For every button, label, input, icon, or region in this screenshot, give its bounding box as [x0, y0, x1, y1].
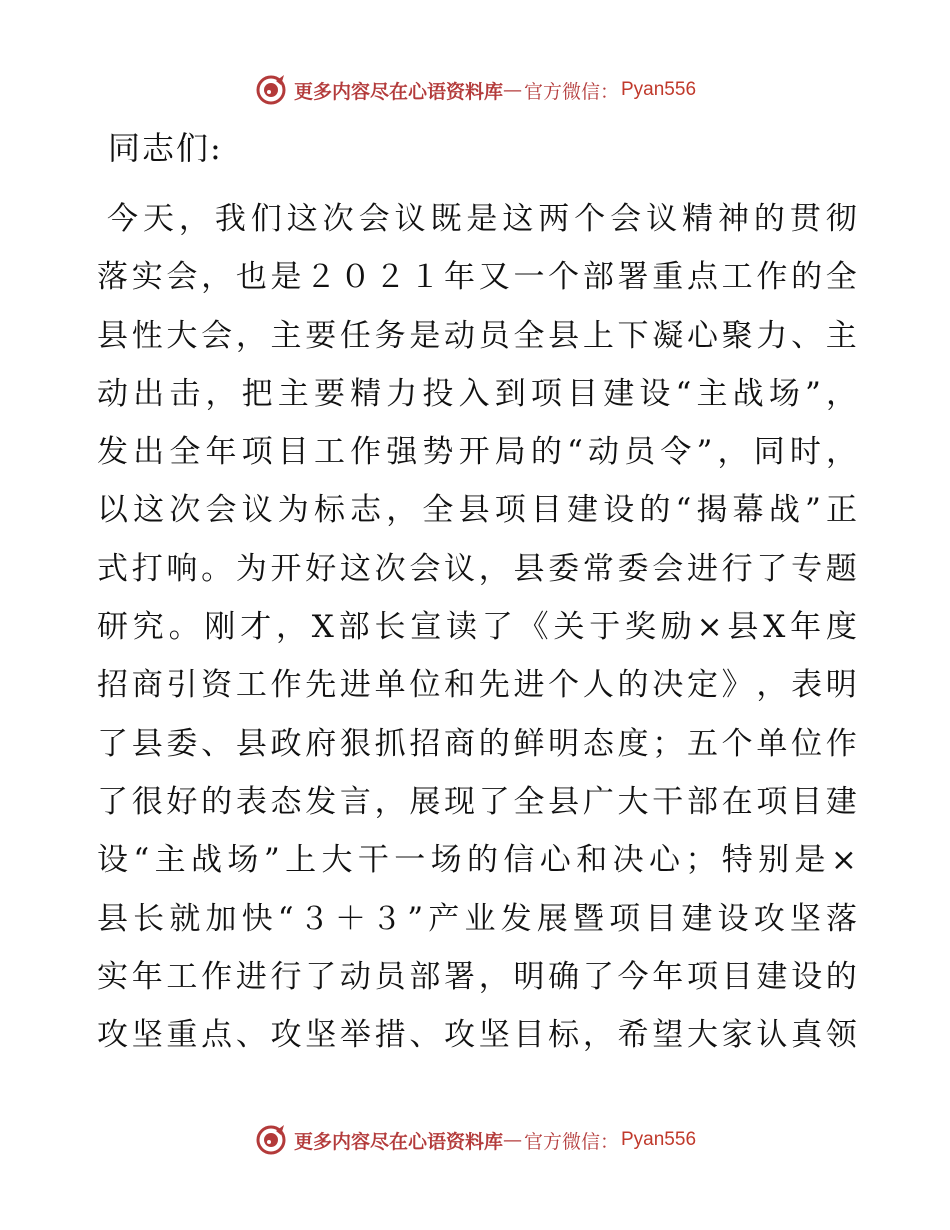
header-watermark	[0, 70, 950, 110]
banner-separator: —	[502, 1129, 522, 1151]
footer-watermark	[0, 1120, 950, 1160]
banner-wechat-label: 官方微信：	[523, 80, 619, 103]
text-line-10: 了 县 委 、 县 政 府 狠 抓 招 商 的 鲜 明 态 度 ； 五 个 单 位 作	[97, 725, 857, 762]
pen-logo-icon	[254, 73, 288, 107]
text-line-3: 县 性 大 会 ， 主 要 任 务 是 动 员 全 县 上 下 凝 心 聚 力 、 主	[97, 317, 857, 354]
banner-wechat-id: Pyan556	[621, 79, 697, 100]
banner-main-text: 更多内容尽在心语资料库	[293, 80, 503, 103]
text-line-9: 招 商 引 资 工 作 先 进 单 位 和 先 进 个 人 的 决 定 》 ， 表 明	[97, 667, 857, 704]
text-line-11: 了 很 好 的 表 态 发 言 ， 展 现 了 全 县 广 大 干 部 在 项 目 建	[97, 783, 857, 820]
text-line-2: 落 实 会 ， 也 是 ２ ０ ２ １ 年 又 一 个 部 署 重 点 工 作 的 全	[97, 259, 857, 296]
text-line-12: 设 “ 主 战 场 ” 上 大 干 一 场 的 信 心 和 决 心 ； 特 别 是 ×	[97, 842, 857, 879]
salutation: 同志们:	[108, 129, 223, 167]
text-line-6: 以 这 次 会 议 为 标 志 ， 全 县 项 目 建 设 的 “ 揭 幕 战 ” 正	[97, 492, 857, 529]
text-line-5: 发 出 全 年 项 目 工 作 强 势 开 局 的 “ 动 员 令 ” ， 同 时 ，	[97, 434, 857, 471]
text-line-8: 研 究 。 刚 才 ， X 部 长 宣 读 了 《 关 于 奖 励 × 县 X 年 度	[97, 609, 857, 646]
banner-wechat-label: 官方微信：	[523, 1130, 619, 1153]
banner-wechat-id: Pyan556	[621, 1129, 697, 1150]
text-line-1: 今 天 ， 我 们 这 次 会 议 既 是 这 两 个 会 议 精 神 的 贯 彻	[107, 201, 857, 237]
text-line-13: 县 长 就 加 快 “ ３ ＋ ３ ” 产 业 发 展 暨 项 目 建 设 攻 坚 落	[97, 900, 857, 937]
pen-logo-icon	[254, 1123, 288, 1157]
text-line-7: 式 打 响 。 为 开 好 这 次 会 议 ， 县 委 常 委 会 进 行 了 专 题	[97, 550, 857, 587]
text-line-15: 攻 坚 重 点 、 攻 坚 举 措 、 攻 坚 目 标 ， 希 望 大 家 认 真 领	[97, 1017, 857, 1054]
body-paragraph	[97, 190, 857, 1064]
banner-separator: —	[502, 79, 522, 101]
text-line-14: 实 年 工 作 进 行 了 动 员 部 署 ， 明 确 了 今 年 项 目 建 设 的	[97, 958, 857, 995]
text-line-4: 动 出 击 ， 把 主 要 精 力 投 入 到 项 目 建 设 “ 主 战 场 ” ，	[97, 375, 857, 412]
banner-main-text: 更多内容尽在心语资料库	[293, 1130, 503, 1153]
